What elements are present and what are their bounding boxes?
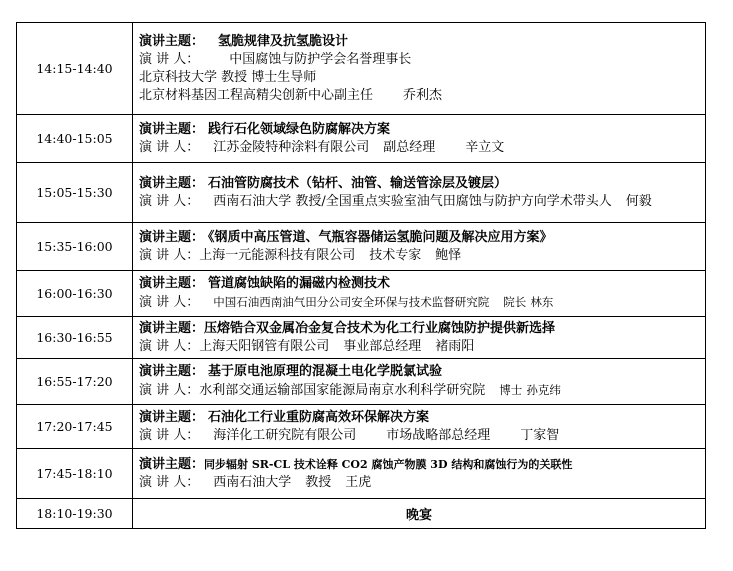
table-row (17, 163, 706, 223)
table-row (17, 405, 706, 449)
session-topic: 演讲主题：同步辐射 SR-CL 技术诠释 CO2 腐蚀产物膜 3D 结构和腐蚀行为的关联性 (139, 456, 573, 472)
speaker-line: 北京材料基因工程高精尖创新中心副主任 乔利杰 (139, 87, 443, 103)
speaker-line: 演 讲 人：水利部交通运输部国家能源局南京水利科学研究院 博士 孙克纬 (139, 383, 561, 398)
speaker-name: 辛立文 (465, 139, 505, 155)
speaker-name: 乔利杰 (403, 87, 443, 103)
schedule-table (16, 22, 706, 529)
speaker-name: 鲍怿 (435, 247, 462, 263)
session-topic: 演讲主题： 管道腐蚀缺陷的漏磁内检测技术 (139, 276, 391, 291)
table-row (17, 449, 706, 499)
speaker-line: 演 讲 人： 江苏金陵特种涂料有限公司 副总经理 辛立文 (139, 139, 505, 155)
speaker-name: 何毅 (625, 193, 652, 209)
speaker-line: 演 讲 人： 西南石油大学 教授/全国重点实验室油气田腐蚀与防护方向学术带头人 何毅 (139, 193, 652, 209)
speaker-line: 演 讲 人：上海天阳钢管有限公司 事业部总经理 褚雨阳 (139, 338, 475, 354)
session-content (133, 359, 706, 405)
time-cell: 14:15-14:40 (17, 23, 133, 115)
session-topic: 演讲主题： 基于原电池原理的混凝土电化学脱氯试验 (139, 364, 443, 379)
session-content (133, 163, 706, 223)
time-cell: 18:10-19:30 (17, 499, 133, 529)
session-topic: 演讲主题： 石油化工行业重防腐高效环保解决方案 (139, 409, 430, 425)
table-row (17, 499, 706, 529)
speaker-name: 丁家智 (520, 427, 560, 443)
table-row (17, 317, 706, 359)
time-cell: 16:30-16:55 (17, 317, 133, 359)
session-topic: 演讲主题：压熔锆合双金属冶金复合技术为化工行业腐蚀防护提供新选择 (139, 320, 556, 336)
speaker-line: 北京科技大学 教授 博士生导师 (139, 69, 317, 85)
session-content (133, 223, 706, 271)
time-cell: 15:35-16:00 (17, 223, 133, 271)
speaker-line: 演 讲 人： 海洋化工研究院有限公司 市场战略部总经理 丁家智 (139, 427, 560, 443)
table-row (17, 223, 706, 271)
session-topic: 演讲主题： 《钢质中高压管道、气瓶容器储运氢脆问题及解决应用方案》 (139, 229, 553, 245)
speaker-name: 林东 (530, 295, 554, 309)
speaker-name: 孙克纬 (526, 383, 561, 397)
table-row (17, 271, 706, 317)
dinner-label: 晚宴 (133, 499, 706, 529)
session-content (133, 23, 706, 115)
speaker-line: 演 讲 人： 中国石油西南油气田分公司安全环保与技术监督研究院 院长 林东 (139, 295, 554, 310)
session-content (133, 115, 706, 163)
session-content (133, 449, 706, 499)
session-topic: 演讲主题： 石油管防腐技术（钻杆、油管、输送管涂层及镀层） (139, 175, 508, 191)
session-content (133, 317, 706, 359)
session-content (133, 405, 706, 449)
table-row (17, 115, 706, 163)
time-cell: 16:00-16:30 (17, 271, 133, 317)
time-cell: 16:55-17:20 (17, 359, 133, 405)
speaker-line: 演 讲 人： 中国腐蚀与防护学会名誉理事长 (139, 51, 412, 67)
speaker-name: 王虎 (345, 474, 372, 490)
time-cell: 15:05-15:30 (17, 163, 133, 223)
session-topic: 演讲主题： 践行石化领域绿色防腐解决方案 (139, 121, 391, 137)
time-cell: 17:20-17:45 (17, 405, 133, 449)
session-content (133, 271, 706, 317)
session-topic: 演讲主题： 氢脆规律及抗氢脆设计 (139, 33, 349, 49)
table-row (17, 23, 706, 115)
speaker-name: 褚雨阳 (435, 338, 475, 354)
time-cell: 17:45-18:10 (17, 449, 133, 499)
table-row (17, 359, 706, 405)
time-cell: 14:40-15:05 (17, 115, 133, 163)
speaker-line: 演 讲 人：上海一元能源科技有限公司 技术专家 鲍怿 (139, 247, 462, 263)
speaker-line: 演 讲 人： 西南石油大学 教授 王虎 (139, 474, 372, 490)
